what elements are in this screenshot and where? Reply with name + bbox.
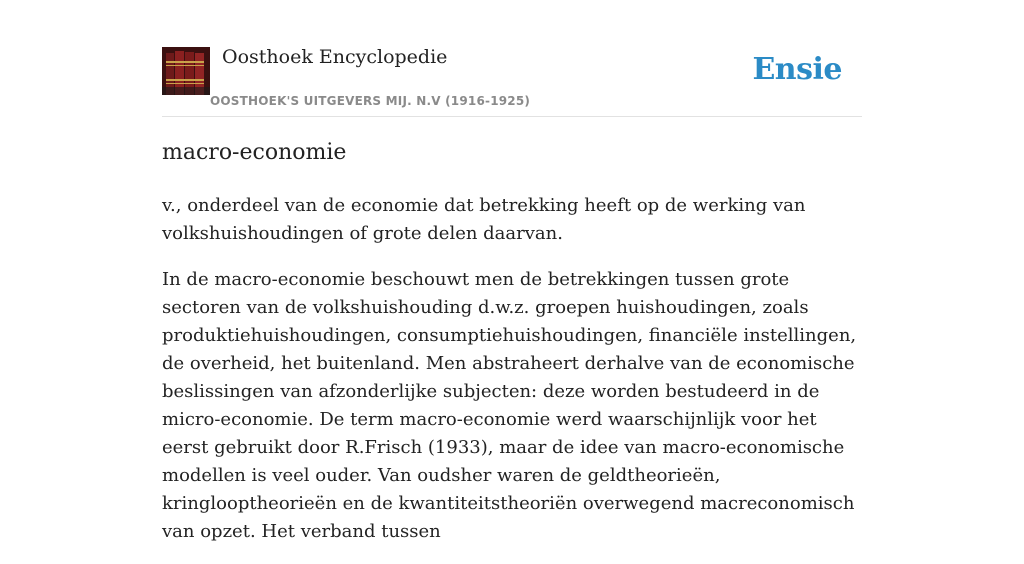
entry-paragraph: v., onderdeel van de economie dat betrekking heeft op de werking van volkshuishoudingen of grote delen daarvan. bbox=[162, 195, 806, 244]
book-spines-icon[interactable] bbox=[162, 47, 210, 95]
ensie-logo[interactable]: Ensie bbox=[752, 52, 842, 87]
entry-title: macro-economie bbox=[162, 140, 347, 165]
entry-paragraph: In de macro-economie beschouwt men de betrekkingen tussen grote sectoren van de volkshuishouding d.w.z. groepen huishoudingen, zoals produktiehuishoudingen, consumptiehuishoudingen, financiële instellingen, de overheid, het buitenland. Men abstraheert derhalve van de economische beslissingen van afzonderlijke subjecten: deze worden bestudeerd in de micro-economie. De term macro-economie werd waarschijnlijk voor het eerst gebruikt door R.Frisch (1933), maar de idee van macro-economische modellen is veel ouder. Van oudsher waren de geldtheorieën, kringlooptheorieën en de kwantiteitstheoriën overwegend macreconomisch van opzet. Het verband tussen bbox=[162, 269, 857, 542]
source-header bbox=[162, 46, 862, 117]
publisher-label: OOSTHOEK'S UITGEVERS MIJ. N.V (1916-1925) bbox=[210, 94, 531, 108]
source-title[interactable]: Oosthoek Encyclopedie bbox=[222, 46, 448, 68]
entry-body bbox=[162, 192, 867, 564]
